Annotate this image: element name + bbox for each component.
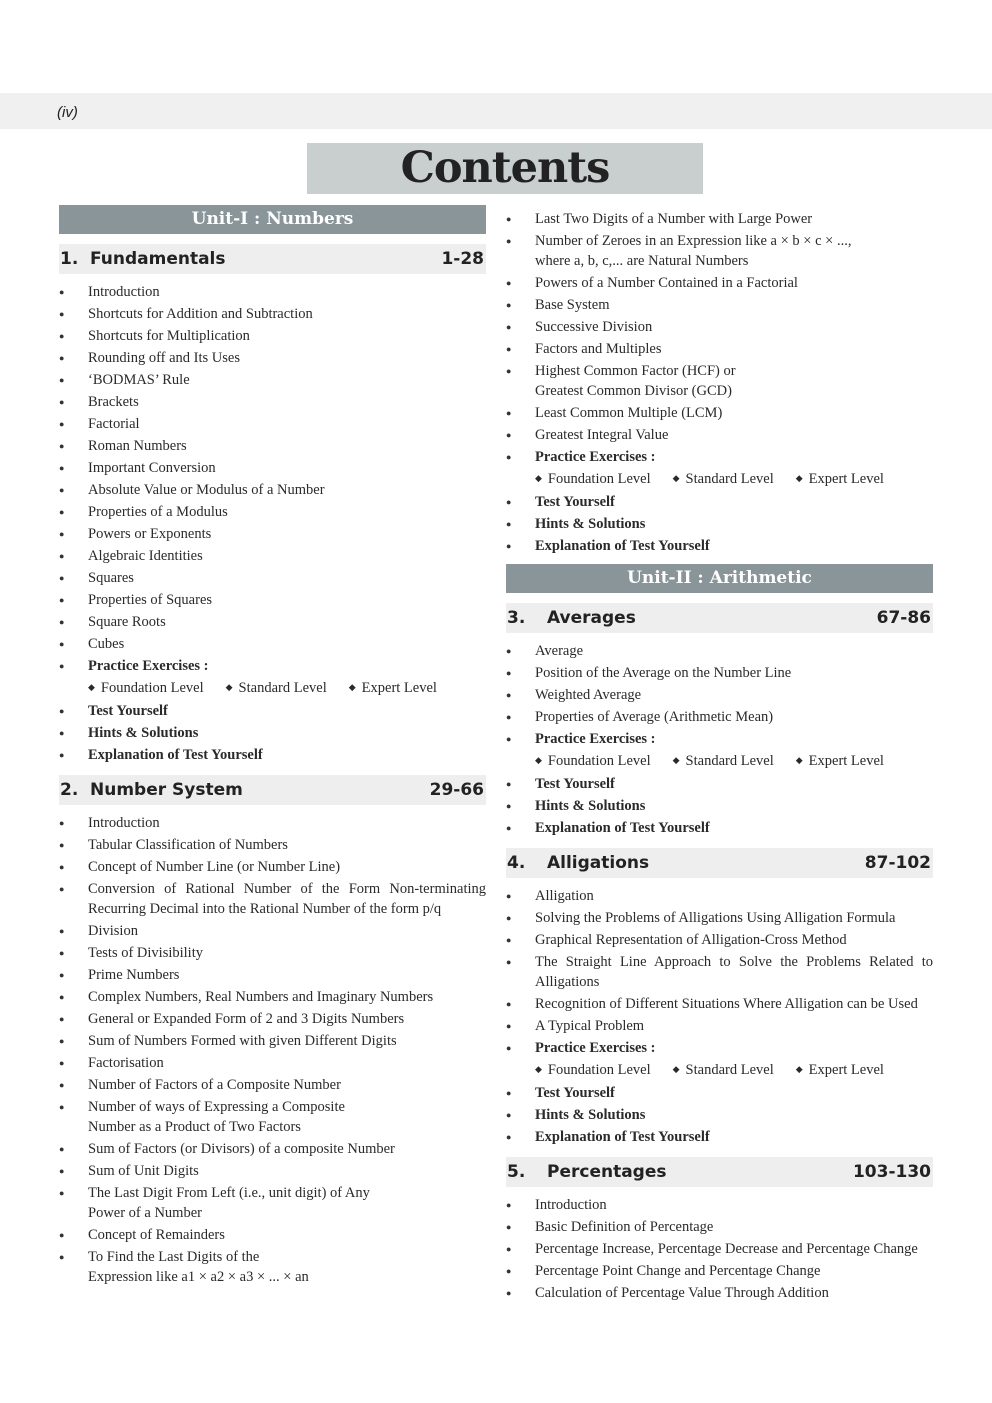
list-item: ● Tests of Divisibility bbox=[59, 943, 486, 963]
explanation-test-yourself: ● Explanation of Test Yourself bbox=[506, 536, 933, 556]
list-item: ● Weighted Average bbox=[506, 685, 933, 705]
list-item: ● The Straight Line Approach to Solve the Problems Related to Alligations bbox=[506, 952, 933, 992]
chapter-number: 4. bbox=[507, 853, 526, 873]
level-list bbox=[506, 469, 933, 490]
chapter-extras bbox=[506, 492, 933, 556]
chapter-name: Fundamentals bbox=[90, 249, 226, 269]
topic-list-continued bbox=[506, 209, 933, 467]
list-item: ● ‘BODMAS’ Rule bbox=[59, 370, 486, 390]
level-list bbox=[59, 678, 486, 699]
list-item: ● Greatest Integral Value bbox=[506, 425, 933, 445]
list-item: ● Introduction bbox=[59, 813, 486, 833]
chapter-number: 3. bbox=[507, 608, 526, 628]
practice-exercises: ● Practice Exercises : bbox=[506, 447, 933, 467]
list-item: ● Algebraic Identities bbox=[59, 546, 486, 566]
chapter-extras bbox=[506, 1083, 933, 1147]
chapter-pages: 103-130 bbox=[852, 1162, 931, 1182]
topic-list bbox=[506, 1195, 933, 1303]
list-item: ● To Find the Last Digits of the Expression like a1 × a2 × a3 × ... × an bbox=[59, 1247, 486, 1287]
level-list bbox=[506, 1060, 933, 1081]
level-item: ◆ Foundation Level bbox=[535, 751, 651, 772]
list-item: ● Brackets bbox=[59, 392, 486, 412]
list-item: ● Least Common Multiple (LCM) bbox=[506, 403, 933, 423]
test-yourself: ● Test Yourself bbox=[59, 701, 486, 721]
chapter-extras bbox=[59, 701, 486, 765]
chapter-number: 5. bbox=[507, 1162, 526, 1182]
list-item: ● Calculation of Percentage Value Through Addition bbox=[506, 1283, 933, 1303]
list-item: ● Roman Numbers bbox=[59, 436, 486, 456]
list-item: ● Last Two Digits of a Number with Large Power bbox=[506, 209, 933, 229]
chapter-heading[interactable] bbox=[59, 244, 486, 274]
level-item: ◆ Expert Level bbox=[796, 751, 884, 772]
explanation-test-yourself: ● Explanation of Test Yourself bbox=[506, 818, 933, 838]
list-item: ● Average bbox=[506, 641, 933, 661]
list-item: ● Recognition of Different Situations Where Alligation can be Used bbox=[506, 994, 933, 1014]
list-item: ● Base System bbox=[506, 295, 933, 315]
list-item: ● General or Expanded Form of 2 and 3 Digits Numbers bbox=[59, 1009, 486, 1029]
list-item: ● Alligation bbox=[506, 886, 933, 906]
page-number: (iv) bbox=[57, 104, 78, 121]
list-item: ● Basic Definition of Percentage bbox=[506, 1217, 933, 1237]
left-column bbox=[59, 205, 486, 1289]
chapter-pages: 29-66 bbox=[429, 780, 484, 800]
list-item: ● Introduction bbox=[506, 1195, 933, 1215]
hints-solutions: ● Hints & Solutions bbox=[59, 723, 486, 743]
test-yourself: ● Test Yourself bbox=[506, 774, 933, 794]
practice-exercises: ● Practice Exercises : bbox=[506, 729, 933, 749]
chapter-pages: 1-28 bbox=[441, 249, 484, 269]
level-item: ◆ Standard Level bbox=[673, 1060, 774, 1081]
level-item: ◆ Foundation Level bbox=[88, 678, 204, 699]
right-column bbox=[506, 207, 933, 1305]
chapter-number: 1. bbox=[60, 249, 79, 269]
level-item: ◆ Expert Level bbox=[796, 469, 884, 490]
topic-list bbox=[506, 886, 933, 1058]
list-item: ● Shortcuts for Multiplication bbox=[59, 326, 486, 346]
list-item: ● Factorial bbox=[59, 414, 486, 434]
chapter-name: Alligations bbox=[547, 853, 650, 873]
level-item: ◆ Standard Level bbox=[226, 678, 327, 699]
list-item: ● Important Conversion bbox=[59, 458, 486, 478]
chapter-heading[interactable] bbox=[506, 848, 933, 878]
unit-header: Unit-I : Numbers bbox=[59, 205, 486, 234]
list-item: ● Shortcuts for Addition and Subtraction bbox=[59, 304, 486, 324]
list-item: ● Concept of Remainders bbox=[59, 1225, 486, 1245]
list-item: ● Powers of a Number Contained in a Factorial bbox=[506, 273, 933, 293]
list-item: ● Absolute Value or Modulus of a Number bbox=[59, 480, 486, 500]
list-item: ● Introduction bbox=[59, 282, 486, 302]
level-item: ◆ Standard Level bbox=[673, 751, 774, 772]
list-item: ● Successive Division bbox=[506, 317, 933, 337]
chapter-heading[interactable] bbox=[506, 603, 933, 633]
list-item: ● Position of the Average on the Number Line bbox=[506, 663, 933, 683]
chapter-heading[interactable] bbox=[506, 1157, 933, 1187]
level-item: ◆ Expert Level bbox=[349, 678, 437, 699]
list-item: ● Squares bbox=[59, 568, 486, 588]
topic-list bbox=[59, 282, 486, 676]
list-item: ● Number of ways of Expressing a Composite Number as a Product of Two Factors bbox=[59, 1097, 486, 1137]
list-item: ● Sum of Numbers Formed with given Different Digits bbox=[59, 1031, 486, 1051]
test-yourself: ● Test Yourself bbox=[506, 492, 933, 512]
unit-header: Unit-II : Arithmetic bbox=[506, 564, 933, 593]
level-list bbox=[506, 751, 933, 772]
topic-list bbox=[59, 813, 486, 1287]
list-item: ● Solving the Problems of Alligations Using Alligation Formula bbox=[506, 908, 933, 928]
level-item: ◆ Expert Level bbox=[796, 1060, 884, 1081]
page-title: Contents bbox=[400, 143, 610, 193]
list-item: ● Percentage Point Change and Percentage Change bbox=[506, 1261, 933, 1281]
list-item: ● Highest Common Factor (HCF) or Greatest Common Divisor (GCD) bbox=[506, 361, 933, 401]
test-yourself: ● Test Yourself bbox=[506, 1083, 933, 1103]
list-item: ● A Typical Problem bbox=[506, 1016, 933, 1036]
list-item: ● Properties of a Modulus bbox=[59, 502, 486, 522]
chapter-pages: 87-102 bbox=[864, 853, 931, 873]
list-item: ● Division bbox=[59, 921, 486, 941]
level-item: ◆ Foundation Level bbox=[535, 469, 651, 490]
list-item: ● Prime Numbers bbox=[59, 965, 486, 985]
practice-exercises: ● Practice Exercises : bbox=[59, 656, 486, 676]
list-item: ● Sum of Unit Digits bbox=[59, 1161, 486, 1181]
level-item: ◆ Foundation Level bbox=[535, 1060, 651, 1081]
hints-solutions: ● Hints & Solutions bbox=[506, 796, 933, 816]
list-item: ● Factorisation bbox=[59, 1053, 486, 1073]
chapter-name: Number System bbox=[90, 780, 243, 800]
hints-solutions: ● Hints & Solutions bbox=[506, 514, 933, 534]
page-header-bar bbox=[0, 93, 992, 129]
list-item: ● Factors and Multiples bbox=[506, 339, 933, 359]
list-item: ● Sum of Factors (or Divisors) of a composite Number bbox=[59, 1139, 486, 1159]
chapter-heading[interactable] bbox=[59, 775, 486, 805]
list-item: ● The Last Digit From Left (i.e., unit digit) of Any Power of a Number bbox=[59, 1183, 486, 1223]
list-item: ● Complex Numbers, Real Numbers and Imaginary Numbers bbox=[59, 987, 486, 1007]
list-item: ● Conversion of Rational Number of the Form Non-terminating Recurring Decimal into the Rational Number of the form p/q bbox=[59, 879, 486, 919]
chapter-name: Averages bbox=[547, 608, 636, 628]
chapter-pages: 67-86 bbox=[876, 608, 931, 628]
list-item: ● Number of Factors of a Composite Number bbox=[59, 1075, 486, 1095]
level-item: ◆ Standard Level bbox=[673, 469, 774, 490]
list-item: ● Percentage Increase, Percentage Decrease and Percentage Change bbox=[506, 1239, 933, 1259]
list-item: ● Concept of Number Line (or Number Line) bbox=[59, 857, 486, 877]
list-item: ● Powers or Exponents bbox=[59, 524, 486, 544]
hints-solutions: ● Hints & Solutions bbox=[506, 1105, 933, 1125]
list-item: ● Properties of Average (Arithmetic Mean) bbox=[506, 707, 933, 727]
list-item: ● Cubes bbox=[59, 634, 486, 654]
list-item: ● Graphical Representation of Alligation-Cross Method bbox=[506, 930, 933, 950]
topic-list bbox=[506, 641, 933, 749]
explanation-test-yourself: ● Explanation of Test Yourself bbox=[506, 1127, 933, 1147]
list-item: ● Tabular Classification of Numbers bbox=[59, 835, 486, 855]
list-item: ● Properties of Squares bbox=[59, 590, 486, 610]
chapter-extras bbox=[506, 774, 933, 838]
chapter-name: Percentages bbox=[547, 1162, 667, 1182]
chapter-number: 2. bbox=[60, 780, 79, 800]
list-item: ● Number of Zeroes in an Expression like a × b × c × ..., where a, b, c,... are Natural Numbers bbox=[506, 231, 933, 271]
explanation-test-yourself: ● Explanation of Test Yourself bbox=[59, 745, 486, 765]
list-item: ● Rounding off and Its Uses bbox=[59, 348, 486, 368]
list-item: ● Square Roots bbox=[59, 612, 486, 632]
practice-exercises: ● Practice Exercises : bbox=[506, 1038, 933, 1058]
contents-title-box bbox=[307, 143, 703, 194]
